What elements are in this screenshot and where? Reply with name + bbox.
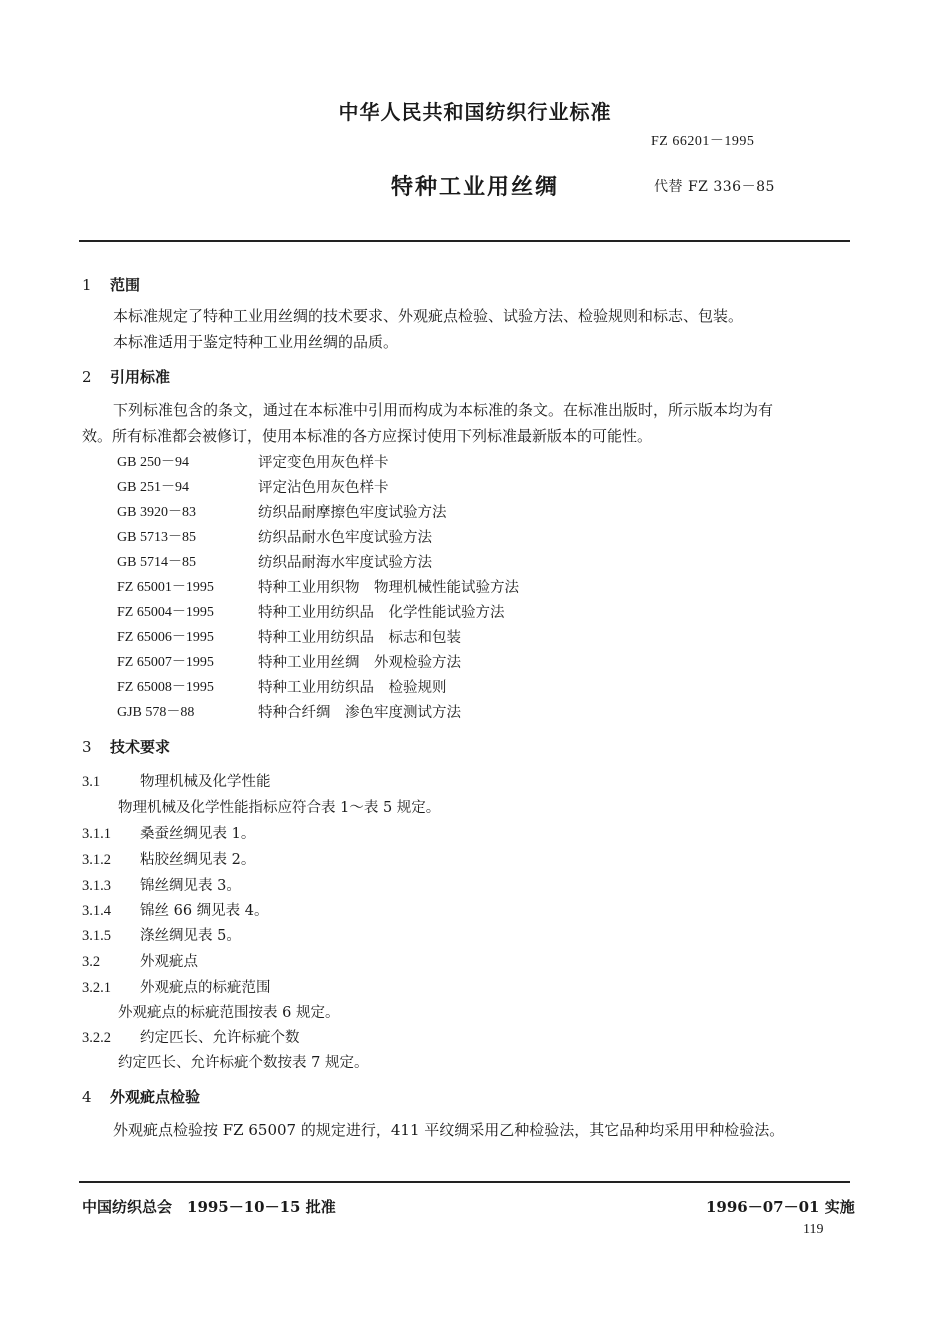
clause-3-2-2: 3.2.2 约定匹长、允许标疵个数	[82, 1030, 300, 1046]
reference-code: GB 250－94	[117, 455, 189, 470]
reference-title: 特种工业用织物 物理机械性能试验方法	[258, 580, 519, 596]
section-1-title: 范围	[110, 276, 141, 294]
reference-title: 特种工业用纺织品 标志和包装	[258, 630, 461, 646]
section-4-paragraph: 外观疵点检验按 FZ 65007 的规定进行，411 平纹绸采用乙种检验法，其它品种均采用甲种检验法。	[113, 1121, 785, 1139]
reference-title: 特种合纤绸 渗色牢度测试方法	[258, 705, 461, 721]
clause-3-1-2: 3.1.2 粘胶丝绸见表 2。	[82, 852, 256, 868]
section-3-number: 3	[82, 738, 92, 756]
clause-3-1-3: 3.1.3 锦丝绸见表 3。	[82, 878, 241, 894]
effective-date: 1996－07－01 实施	[706, 1198, 855, 1216]
section-1-number: 1	[82, 276, 92, 294]
reference-code: FZ 65006－1995	[117, 630, 214, 645]
reference-title: 评定变色用灰色样卡	[258, 455, 389, 471]
clause-3-1-4: 3.1.4 锦丝 66 绸见表 4。	[82, 903, 269, 919]
reference-title: 评定沾色用灰色样卡	[258, 480, 389, 496]
clause-3-1-5: 3.1.5 涤丝绸见表 5。	[82, 928, 241, 944]
standard-organization-title: 中华人民共和国纺织行业标准	[338, 100, 612, 124]
reference-code: GB 5714－85	[117, 555, 196, 570]
header-divider	[79, 240, 850, 242]
section-4-heading	[82, 1086, 200, 1107]
section-2-intro-line: 效。所有标准都会被修订，使用本标准的各方应探讨使用下列标准最新版本的可能性。	[82, 427, 653, 445]
reference-title: 纺织品耐摩擦色牢度试验方法	[258, 505, 447, 521]
clause-3-2-1: 3.2.1 外观疵点的标疵范围	[82, 980, 271, 996]
page-number: 119	[803, 1222, 824, 1237]
section-2-intro-line: 下列标准包含的条文，通过在本标准中引用而构成为本标准的条文。在标准出版时，所示版本均为有	[113, 401, 774, 419]
reference-title: 特种工业用纺织品 化学性能试验方法	[258, 605, 505, 621]
standard-number: FZ 66201－1995	[651, 134, 755, 149]
document-title: 特种工业用丝绸	[390, 174, 559, 200]
section-4-title: 外观疵点检验	[110, 1088, 201, 1106]
reference-code: FZ 65007－1995	[117, 655, 214, 670]
issuer-approval: 中国纺织总会 1995－10－15 批准	[82, 1198, 336, 1216]
reference-code: FZ 65001－1995	[117, 580, 214, 595]
section-1-paragraph: 本标准适用于鉴定特种工业用丝绸的品质。	[113, 333, 399, 351]
clause-3-1-1: 3.1.1 桑蚕丝绸见表 1。	[82, 826, 256, 842]
clause-3-2-1-text: 外观疵点的标疵范围按表 6 规定。	[118, 1005, 340, 1021]
section-3-heading	[82, 736, 170, 757]
clause-3-1: 3.1 物理机械及化学性能	[82, 774, 271, 790]
section-3-title: 技术要求	[110, 738, 171, 756]
section-2-heading	[82, 366, 170, 387]
footer-divider	[79, 1181, 850, 1183]
section-1-paragraph: 本标准规定了特种工业用丝绸的技术要求、外观疵点检验、试验方法、检验规则和标志、包装。	[113, 307, 744, 325]
reference-code: FZ 65004－1995	[117, 605, 214, 620]
replaces-standard: 代替 FZ 336－85	[654, 179, 775, 195]
reference-code: GB 251－94	[117, 480, 189, 495]
section-2-number: 2	[82, 368, 92, 386]
reference-title: 特种工业用纺织品 检验规则	[258, 680, 447, 696]
reference-title: 纺织品耐海水牢度试验方法	[258, 555, 432, 571]
section-1-heading	[82, 274, 140, 295]
reference-title: 纺织品耐水色牢度试验方法	[258, 530, 432, 546]
section-2-title: 引用标准	[110, 368, 171, 386]
section-4-number: 4	[82, 1088, 92, 1106]
reference-title: 特种工业用丝绸 外观检验方法	[258, 655, 461, 671]
clause-3-2-2-text: 约定匹长、允许标疵个数按表 7 规定。	[118, 1055, 369, 1071]
reference-code: GB 5713－85	[117, 530, 196, 545]
clause-3-1-text: 物理机械及化学性能指标应符合表 1～表 5 规定。	[118, 800, 441, 816]
clause-3-2: 3.2 外观疵点	[82, 954, 198, 970]
reference-code: GB 3920－83	[117, 505, 196, 520]
reference-code: FZ 65008－1995	[117, 680, 214, 695]
reference-code: GJB 578－88	[117, 705, 195, 720]
